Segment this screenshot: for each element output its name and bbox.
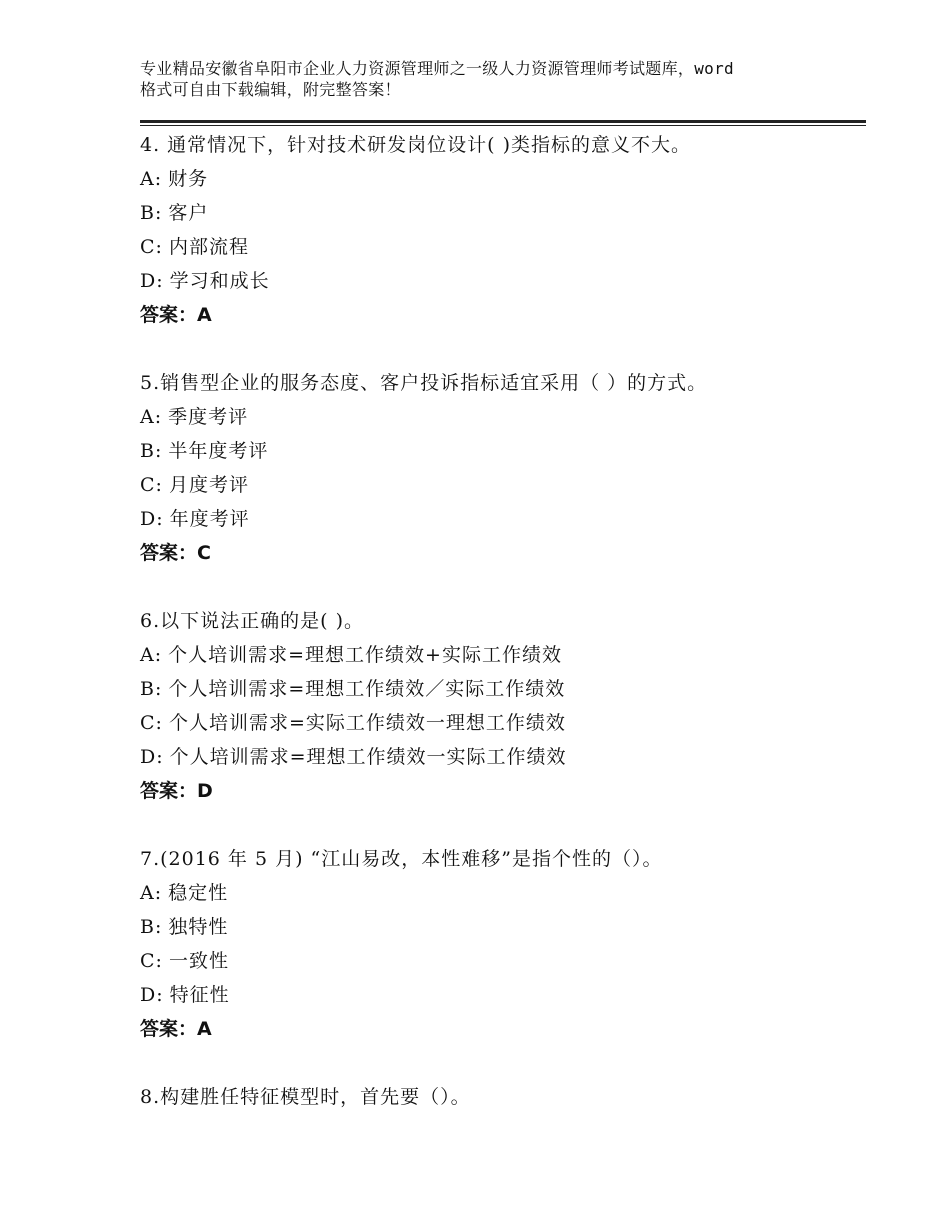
option-c bbox=[140, 230, 866, 264]
option-text: 个人培训需求=实际工作绩效一理想工作绩效 bbox=[168, 712, 566, 734]
answer-line: 答案：A bbox=[140, 1018, 212, 1040]
option-b bbox=[140, 434, 866, 468]
question-4 bbox=[140, 128, 866, 332]
option-text: 客户 bbox=[168, 202, 209, 224]
question-list bbox=[140, 128, 866, 1148]
option-text: 月度考评 bbox=[168, 474, 249, 496]
option-letter: A: bbox=[140, 882, 163, 904]
answer-line: 答案：A bbox=[140, 304, 212, 326]
option-c bbox=[140, 706, 866, 740]
question-6 bbox=[140, 604, 866, 808]
option-letter: C: bbox=[140, 236, 163, 258]
option-letter: A: bbox=[140, 168, 163, 190]
option-letter: A: bbox=[140, 406, 163, 428]
option-text: 稳定性 bbox=[168, 882, 229, 904]
question-5 bbox=[140, 366, 866, 570]
answer-line: 答案：C bbox=[140, 542, 211, 564]
option-a bbox=[140, 162, 866, 196]
question-8 bbox=[140, 1080, 866, 1114]
option-letter: D: bbox=[140, 508, 164, 530]
option-letter: B: bbox=[140, 440, 163, 462]
option-text: 一致性 bbox=[168, 950, 229, 972]
option-letter: B: bbox=[140, 202, 163, 224]
option-letter: B: bbox=[140, 916, 163, 938]
header-divider-thick bbox=[140, 120, 866, 123]
option-text: 半年度考评 bbox=[168, 440, 269, 462]
option-b bbox=[140, 672, 866, 706]
option-a bbox=[140, 638, 866, 672]
option-text: 独特性 bbox=[168, 916, 229, 938]
question-stem: 4. 通常情况下，针对技术研发岗位设计( )类指标的意义不大。 bbox=[140, 134, 692, 156]
option-text: 年度考评 bbox=[169, 508, 250, 530]
option-d bbox=[140, 978, 866, 1012]
option-text: 内部流程 bbox=[168, 236, 249, 258]
option-c bbox=[140, 944, 866, 978]
answer-line: 答案：D bbox=[140, 780, 213, 802]
header-line-1: 专业精品安徽省阜阳市企业人力资源管理师之一级人力资源管理师考试题库，word bbox=[140, 59, 734, 78]
header-divider-thin bbox=[140, 125, 866, 126]
option-text: 个人培训需求=理想工作绩效一实际工作绩效 bbox=[169, 746, 567, 768]
question-stem: 6.以下说法正确的是( )。 bbox=[140, 610, 364, 632]
option-letter: C: bbox=[140, 950, 163, 972]
document-header bbox=[140, 58, 840, 100]
option-text: 季度考评 bbox=[168, 406, 249, 428]
option-letter: D: bbox=[140, 746, 164, 768]
question-stem: 8.构建胜任特征模型时，首先要（）。 bbox=[140, 1086, 471, 1108]
option-text: 财务 bbox=[168, 168, 209, 190]
header-line-2: 格式可自由下载编辑，附完整答案！ bbox=[140, 80, 401, 99]
option-text: 个人培训需求=理想工作绩效／实际工作绩效 bbox=[168, 678, 566, 700]
option-text: 个人培训需求=理想工作绩效+实际工作绩效 bbox=[168, 644, 562, 666]
option-letter: D: bbox=[140, 270, 164, 292]
option-text: 特征性 bbox=[169, 984, 230, 1006]
option-text: 学习和成长 bbox=[169, 270, 270, 292]
option-a bbox=[140, 400, 866, 434]
option-b bbox=[140, 910, 866, 944]
question-stem: 7.(2016 年 5 月) “江山易改，本性难移”是指个性的（）。 bbox=[140, 848, 663, 870]
option-c bbox=[140, 468, 866, 502]
option-letter: C: bbox=[140, 474, 163, 496]
question-stem: 5.销售型企业的服务态度、客户投诉指标适宜采用（ ）的方式。 bbox=[140, 372, 708, 394]
option-d bbox=[140, 502, 866, 536]
option-d bbox=[140, 740, 866, 774]
option-letter: C: bbox=[140, 712, 163, 734]
option-letter: B: bbox=[140, 678, 163, 700]
option-d bbox=[140, 264, 866, 298]
option-a bbox=[140, 876, 866, 910]
option-letter: D: bbox=[140, 984, 164, 1006]
option-letter: A: bbox=[140, 644, 163, 666]
option-b bbox=[140, 196, 866, 230]
question-7 bbox=[140, 842, 866, 1046]
